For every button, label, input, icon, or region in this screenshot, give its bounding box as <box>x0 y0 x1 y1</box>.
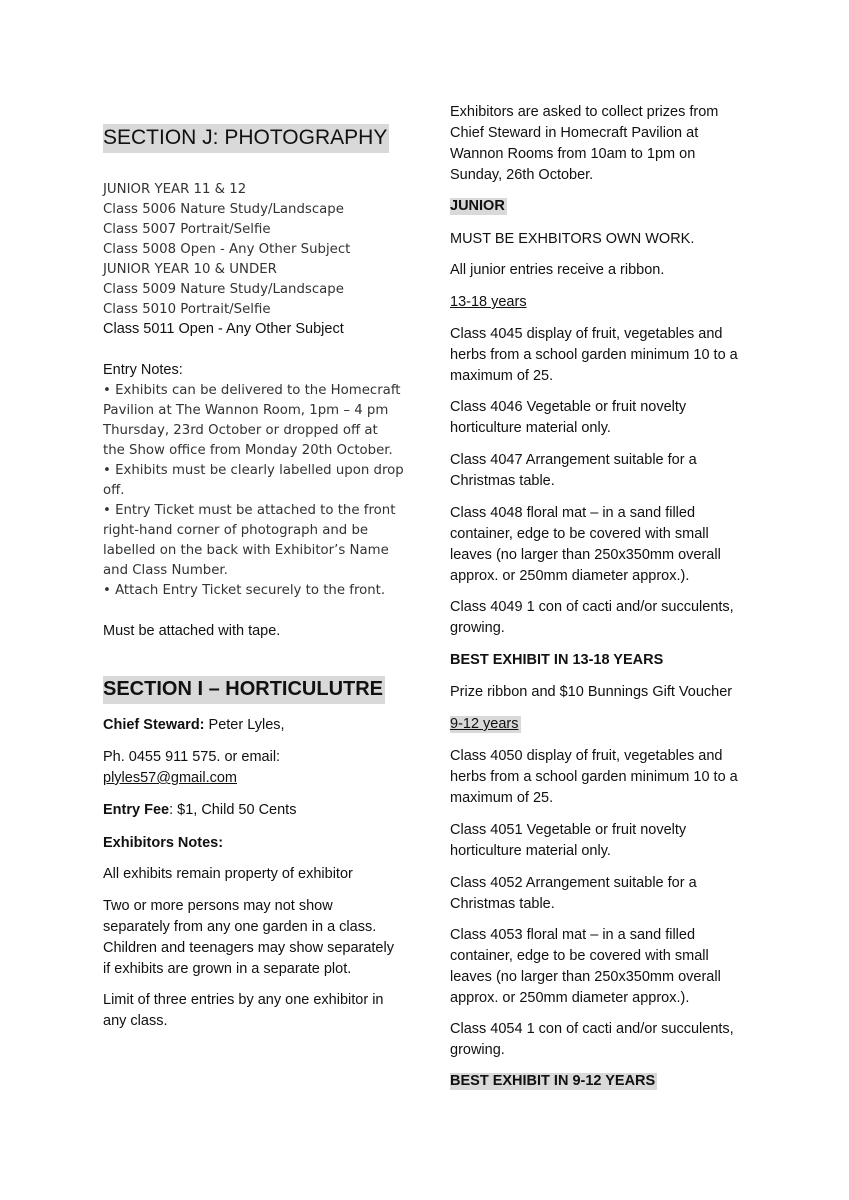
photo-line: Class 5007 Portrait/Selfie <box>103 222 271 237</box>
entry-note-line: • Entry Ticket must be attached to the front <box>103 503 396 518</box>
collect-line: Chief Steward in Homecraft Pavilion at <box>450 125 699 141</box>
class-line: Class 4047 Arrangement suitable for a <box>450 452 697 468</box>
class-line: Class 4054 1 con of cacti and/or succulents, <box>450 1021 734 1037</box>
best-exhibit-13-18: BEST EXHIBIT IN 13-18 YEARS <box>450 652 664 668</box>
class-line: maximum of 25. <box>450 790 554 806</box>
class-4045 <box>450 324 738 387</box>
class-line: Class 4049 1 con of cacti and/or succulents, <box>450 599 734 615</box>
persons-note-line: Children and teenagers may show separately <box>103 940 394 956</box>
class-line: Christmas table. <box>450 473 555 489</box>
photo-line: JUNIOR YEAR 10 & UNDER <box>103 262 277 277</box>
class-4052 <box>450 873 697 915</box>
entry-note-line: • Exhibits must be clearly labelled upon drop <box>103 463 404 478</box>
exhibitors-notes-heading: Exhibitors Notes: <box>103 835 224 851</box>
age-group-9-12: 9-12 years <box>450 716 519 732</box>
photography-classes <box>103 180 350 320</box>
persons-note-line: separately from any one garden in a class. <box>103 919 377 935</box>
chief-steward-name: Peter Lyles, <box>204 717 285 733</box>
property-note: All exhibits remain property of exhibitor <box>103 866 353 882</box>
photo-line: Class 5006 Nature Study/Landscape <box>103 202 344 217</box>
junior-heading: JUNIOR <box>450 198 505 214</box>
collect-prizes-note <box>450 102 718 186</box>
entry-note-line: the Show office from Monday 20th October. <box>103 443 393 458</box>
class-4050 <box>450 746 738 809</box>
entry-note-line: • Attach Entry Ticket securely to the front. <box>103 583 386 598</box>
entry-note-line: right-hand corner of photograph and be <box>103 523 369 538</box>
class-line: leaves (no larger than 250x350mm overall <box>450 969 721 985</box>
class-line: Class 4045 display of fruit, vegetables and <box>450 326 723 342</box>
class-line: Class 4050 display of fruit, vegetables and <box>450 748 723 764</box>
entry-notes <box>103 381 404 601</box>
age-group-13-18: 13-18 years <box>450 294 527 310</box>
photo-line: JUNIOR YEAR 11 & 12 <box>103 182 247 197</box>
entry-fee-label: Entry Fee <box>103 802 170 818</box>
section-i-title: SECTION I – HORTICULUTRE <box>103 676 385 704</box>
phone-line: Ph. 0455 911 575. or email: <box>103 749 281 765</box>
class-4053 <box>450 925 721 1009</box>
persons-note-line: Two or more persons may not show <box>103 898 333 914</box>
limit-note <box>103 990 383 1032</box>
entry-note-line: and Class Number. <box>103 563 228 578</box>
class-4049 <box>450 597 734 639</box>
class-line: growing. <box>450 620 505 636</box>
class-4054 <box>450 1019 734 1061</box>
entry-note-line: • Exhibits can be delivered to the Homecraft <box>103 383 401 398</box>
chief-steward-label: Chief Steward: <box>103 717 205 733</box>
section-j-title: SECTION J: PHOTOGRAPHY <box>103 124 389 153</box>
persons-note-line: if exhibits are grown in a separate plot. <box>103 961 352 977</box>
class-4047 <box>450 450 697 492</box>
class-line: maximum of 25. <box>450 368 554 384</box>
photo-line: Class 5008 Open - Any Other Subject <box>103 242 351 257</box>
entry-fee <box>103 800 296 821</box>
class-line: herbs from a school garden minimum 10 to a <box>450 347 738 363</box>
collect-line: Sunday, 26th October. <box>450 167 594 183</box>
class-line: leaves (no larger than 250x350mm overall <box>450 547 721 563</box>
limit-note-line: Limit of three entries by any one exhibitor in <box>103 992 384 1008</box>
chief-steward <box>103 715 285 736</box>
tape-note: Must be attached with tape. <box>103 623 281 639</box>
class-line: Christmas table. <box>450 896 555 912</box>
entry-fee-value: : $1, Child 50 Cents <box>169 802 297 818</box>
collect-line: Exhibitors are asked to collect prizes from <box>450 104 719 120</box>
entry-note-line: Pavilion at The Wannon Room, 1pm – 4 pm <box>103 403 389 418</box>
ribbon-note: All junior entries receive a ribbon. <box>450 262 665 278</box>
class-5011: Class 5011 Open - Any Other Subject <box>103 321 344 337</box>
prize-line: Prize ribbon and $10 Bunnings Gift Voucher <box>450 684 733 700</box>
entry-note-line: Thursday, 23rd October or dropped off at <box>103 423 378 438</box>
class-4051 <box>450 820 686 862</box>
photo-line: Class 5010 Portrait/Selfie <box>103 302 271 317</box>
limit-note-line: any class. <box>103 1013 168 1029</box>
collect-line: Wannon Rooms from 10am to 1pm on <box>450 146 696 162</box>
class-line: Class 4053 floral mat – in a sand filled <box>450 927 696 943</box>
class-line: growing. <box>450 1042 505 1058</box>
entry-note-line: labelled on the back with Exhibitor’s Name <box>103 543 389 558</box>
class-line: herbs from a school garden minimum 10 to a <box>450 769 738 785</box>
entry-notes-heading: Entry Notes: <box>103 362 183 378</box>
email-link[interactable]: plyles57@gmail.com <box>103 770 237 786</box>
class-line: container, edge to be covered with small <box>450 948 709 964</box>
persons-note <box>103 896 394 980</box>
class-line: container, edge to be covered with small <box>450 526 709 542</box>
entry-note-line: off. <box>103 483 125 498</box>
best-exhibit-9-12: BEST EXHIBIT IN 9-12 YEARS <box>450 1073 656 1089</box>
class-4046 <box>450 397 686 439</box>
own-work-note: MUST BE EXHBITORS OWN WORK. <box>450 231 695 247</box>
class-4048 <box>450 503 721 587</box>
class-line: horticulture material only. <box>450 843 611 859</box>
photo-line: Class 5009 Nature Study/Landscape <box>103 282 344 297</box>
class-line: approx. or 250mm diameter approx.). <box>450 568 690 584</box>
class-line: Class 4051 Vegetable or fruit novelty <box>450 822 687 838</box>
class-line: Class 4046 Vegetable or fruit novelty <box>450 399 687 415</box>
class-line: horticulture material only. <box>450 420 611 436</box>
class-line: Class 4052 Arrangement suitable for a <box>450 875 697 891</box>
class-line: approx. or 250mm diameter approx.). <box>450 990 690 1006</box>
class-line: Class 4048 floral mat – in a sand filled <box>450 505 696 521</box>
